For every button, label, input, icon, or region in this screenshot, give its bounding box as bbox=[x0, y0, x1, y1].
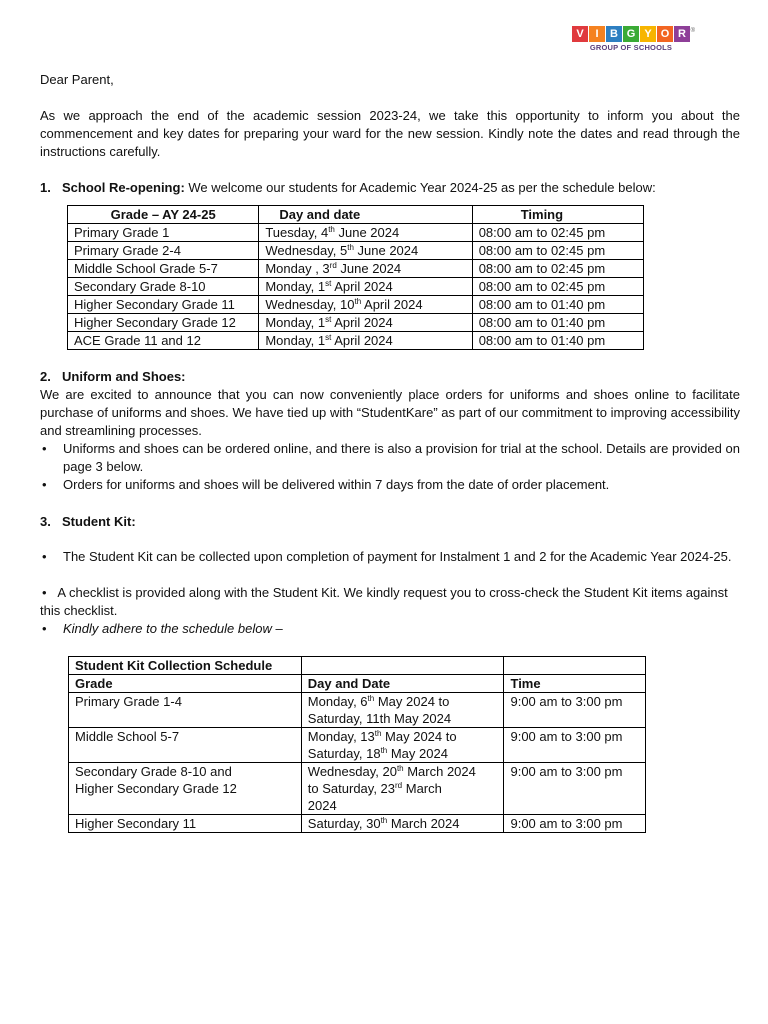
salutation: Dear Parent, bbox=[40, 72, 114, 87]
date-suffix: st bbox=[325, 333, 332, 342]
date-suffix: th bbox=[328, 225, 335, 234]
date-text-end: June 2024 bbox=[334, 225, 400, 240]
date-text-end: June 2024 bbox=[336, 261, 402, 276]
cell-grade: Secondary Grade 8-10 bbox=[68, 278, 259, 296]
cell-grade: Primary Grade 2-4 bbox=[68, 242, 259, 260]
date-text: Wednesday, 10 bbox=[265, 297, 355, 312]
logo-letter: G bbox=[623, 26, 639, 42]
date-suffix: th bbox=[347, 243, 354, 252]
date-text: Monday, 1 bbox=[265, 333, 326, 348]
date-suffix: th bbox=[380, 816, 388, 825]
date-text-end: June 2024 bbox=[353, 243, 419, 258]
date-text-end: April 2024 bbox=[361, 297, 423, 312]
header-day-date: Day and date bbox=[259, 206, 472, 224]
logo-letter: V bbox=[572, 26, 588, 42]
cell-day-date bbox=[301, 763, 504, 815]
date-suffix: st bbox=[325, 279, 332, 288]
reopening-schedule-table bbox=[67, 205, 644, 350]
table-row bbox=[69, 693, 646, 728]
section-1-number: 1. bbox=[40, 180, 51, 195]
cell-grade: Higher Secondary Grade 11 bbox=[68, 296, 259, 314]
cell-grade bbox=[69, 763, 302, 815]
vibgyor-logo bbox=[572, 26, 695, 53]
header-time: Time bbox=[504, 675, 646, 693]
date-suffix: rd bbox=[395, 781, 403, 790]
section-3-title: Student Kit: bbox=[62, 514, 136, 529]
date-text-end: March 2024 bbox=[403, 764, 476, 779]
date-text: Monday, 13 bbox=[307, 729, 375, 744]
cell-timing: 08:00 am to 02:45 pm bbox=[472, 278, 643, 296]
cell-day-date bbox=[259, 242, 472, 260]
date-suffix: th bbox=[396, 764, 404, 773]
date-line bbox=[308, 693, 498, 710]
date-text-end: April 2024 bbox=[331, 333, 393, 348]
intro-paragraph: As we approach the end of the academic session 2023-24, we take this opportunity to inform you about the commencement and key dates for preparing your ward for the new session. Kindly note the dates and read through the instructions carefully. bbox=[40, 108, 740, 159]
date-text: to Saturday, 23 bbox=[307, 781, 396, 796]
cell-timing: 08:00 am to 02:45 pm bbox=[472, 224, 643, 242]
bullet-dot: • bbox=[42, 585, 47, 600]
date-suffix: th bbox=[367, 694, 375, 703]
empty-cell bbox=[301, 657, 504, 675]
table-row bbox=[69, 728, 646, 763]
bullet-text: Uniforms and shoes can be ordered online, and there is also a provision for trial at the school. Details are provided on page 3 below. bbox=[63, 441, 740, 474]
date-suffix: th bbox=[354, 297, 362, 306]
table-row bbox=[68, 224, 644, 242]
bullet-text: A checklist is provided along with the Student Kit. We kindly request you to cross-check the Student Kit items against this checklist. bbox=[40, 585, 728, 618]
date-suffix: rd bbox=[329, 261, 337, 270]
date-text-end: March bbox=[402, 781, 442, 796]
date-suffix: th bbox=[374, 729, 382, 738]
header-grade: Grade – AY 24-25 bbox=[68, 206, 259, 224]
bullet-text: The Student Kit can be collected upon completion of payment for Instalment 1 and 2 for the Academic Year 2024-25. bbox=[63, 549, 732, 564]
table-header-row bbox=[69, 675, 646, 693]
cell-grade: Middle School Grade 5-7 bbox=[68, 260, 259, 278]
logo-letter: O bbox=[657, 26, 673, 42]
table-row bbox=[68, 278, 644, 296]
date-text: Saturday, 11th May 2024 bbox=[307, 711, 452, 726]
cell-day-date bbox=[259, 224, 472, 242]
date-text: Monday, 1 bbox=[265, 315, 326, 330]
student-kit-schedule-table bbox=[68, 656, 646, 833]
section-2-paragraph: We are excited to announce that you can now conveniently place orders for uniforms and shoes online to facilitate purchase of uniforms and shoes. We have tied up with “StudentKare” as part of our commitment to improving accessibility and streamlining processes. bbox=[40, 387, 740, 438]
section-1-heading bbox=[40, 179, 656, 197]
logo-letter: I bbox=[589, 26, 605, 42]
cell-timing: 08:00 am to 01:40 pm bbox=[472, 332, 643, 350]
cell-time: 9:00 am to 3:00 pm bbox=[504, 693, 646, 728]
grade-line: Primary Grade 1-4 bbox=[75, 694, 182, 709]
table-row bbox=[69, 763, 646, 815]
cell-timing: 08:00 am to 01:40 pm bbox=[472, 296, 643, 314]
table-header-row bbox=[68, 206, 644, 224]
bullet-dot: • bbox=[42, 441, 47, 456]
date-text: Monday, 1 bbox=[265, 279, 326, 294]
cell-day-date bbox=[301, 693, 504, 728]
cell-grade: Higher Secondary Grade 12 bbox=[68, 314, 259, 332]
date-line bbox=[308, 710, 498, 727]
cell-grade bbox=[69, 815, 302, 833]
cell-day-date bbox=[301, 815, 504, 833]
bullet-text: Kindly adhere to the schedule below – bbox=[63, 621, 283, 636]
header-timing: Timing bbox=[472, 206, 643, 224]
cell-time: 9:00 am to 3:00 pm bbox=[504, 763, 646, 815]
table-row bbox=[68, 260, 644, 278]
cell-day-date bbox=[301, 728, 504, 763]
date-line bbox=[308, 780, 498, 797]
list-item bbox=[40, 440, 740, 476]
grade-line: Middle School 5-7 bbox=[75, 729, 180, 744]
date-line bbox=[308, 745, 498, 762]
section-1-title: School Re-opening: bbox=[62, 180, 185, 195]
date-text: Monday , 3 bbox=[265, 261, 330, 276]
date-text: Tuesday, 4 bbox=[265, 225, 329, 240]
reopening-table-body bbox=[68, 224, 644, 350]
cell-day-date bbox=[259, 296, 472, 314]
header-day-date: Day and Date bbox=[301, 675, 504, 693]
cell-time: 9:00 am to 3:00 pm bbox=[504, 728, 646, 763]
date-text-end: April 2024 bbox=[331, 315, 393, 330]
table-row bbox=[68, 332, 644, 350]
date-text-end: March 2024 bbox=[387, 816, 460, 831]
cell-day-date bbox=[259, 278, 472, 296]
section-2-number: 2. bbox=[40, 369, 51, 384]
list-item bbox=[40, 476, 740, 494]
grade-line: Higher Secondary 11 bbox=[75, 816, 197, 831]
section-1-text: We welcome our students for Academic Year 2024-25 as per the schedule below: bbox=[184, 180, 656, 195]
date-text: Wednesday, 5 bbox=[265, 243, 348, 258]
logo-subtitle: GROUP OF SCHOOLS bbox=[589, 43, 673, 52]
table-title: Student Kit Collection Schedule bbox=[69, 657, 302, 675]
date-line: 2024 bbox=[307, 798, 337, 813]
cell-timing: 08:00 am to 02:45 pm bbox=[472, 260, 643, 278]
logo-letter: R bbox=[674, 26, 690, 42]
table-row bbox=[69, 815, 646, 833]
cell-day-date bbox=[259, 314, 472, 332]
cell-timing: 08:00 am to 01:40 pm bbox=[472, 314, 643, 332]
logo-registered-mark: ® bbox=[690, 28, 695, 34]
date-text-end: May 2024 to bbox=[381, 729, 457, 744]
date-text-end: May 2024 to bbox=[374, 694, 450, 709]
cell-timing: 08:00 am to 02:45 pm bbox=[472, 242, 643, 260]
kit-table-body bbox=[69, 657, 646, 833]
bullet-text: Orders for uniforms and shoes will be delivered within 7 days from the date of order placement. bbox=[63, 477, 610, 492]
table-row bbox=[68, 242, 644, 260]
date-text: Monday, 6 bbox=[307, 694, 368, 709]
date-suffix: st bbox=[325, 315, 332, 324]
section-2-heading bbox=[40, 368, 186, 386]
logo-letter: B bbox=[606, 26, 622, 42]
date-text: Saturday, 18 bbox=[307, 746, 381, 761]
table-row bbox=[68, 296, 644, 314]
cell-time: 9:00 am to 3:00 pm bbox=[504, 815, 646, 833]
date-text-end: May 2024 bbox=[387, 746, 448, 761]
grade-line: Higher Secondary Grade 12 bbox=[75, 781, 237, 796]
cell-grade bbox=[69, 728, 302, 763]
date-text-end: April 2024 bbox=[331, 279, 393, 294]
cell-grade bbox=[69, 693, 302, 728]
list-item bbox=[40, 584, 740, 620]
cell-grade: ACE Grade 11 and 12 bbox=[68, 332, 259, 350]
table-row bbox=[68, 314, 644, 332]
section-3-heading bbox=[40, 513, 136, 531]
logo-letters bbox=[572, 26, 690, 42]
empty-cell bbox=[504, 657, 646, 675]
bullet-dot: • bbox=[42, 621, 47, 636]
date-line bbox=[308, 815, 498, 832]
bullet-dot: • bbox=[42, 477, 47, 492]
table-title-row bbox=[69, 657, 646, 675]
date-line bbox=[308, 763, 498, 780]
bullet-dot: • bbox=[42, 549, 47, 564]
list-item bbox=[40, 620, 740, 638]
grade-line: Secondary Grade 8-10 and bbox=[75, 764, 232, 779]
list-item bbox=[40, 548, 740, 566]
cell-day-date bbox=[259, 332, 472, 350]
date-text: Saturday, 30 bbox=[307, 816, 381, 831]
date-line bbox=[308, 728, 498, 745]
cell-grade: Primary Grade 1 bbox=[68, 224, 259, 242]
section-3-number: 3. bbox=[40, 514, 51, 529]
date-suffix: th bbox=[380, 746, 388, 755]
header-grade: Grade bbox=[69, 675, 302, 693]
logo-letter: Y bbox=[640, 26, 656, 42]
date-text: Wednesday, 20 bbox=[307, 764, 397, 779]
section-2-title: Uniform and Shoes: bbox=[62, 369, 186, 384]
cell-day-date bbox=[259, 260, 472, 278]
